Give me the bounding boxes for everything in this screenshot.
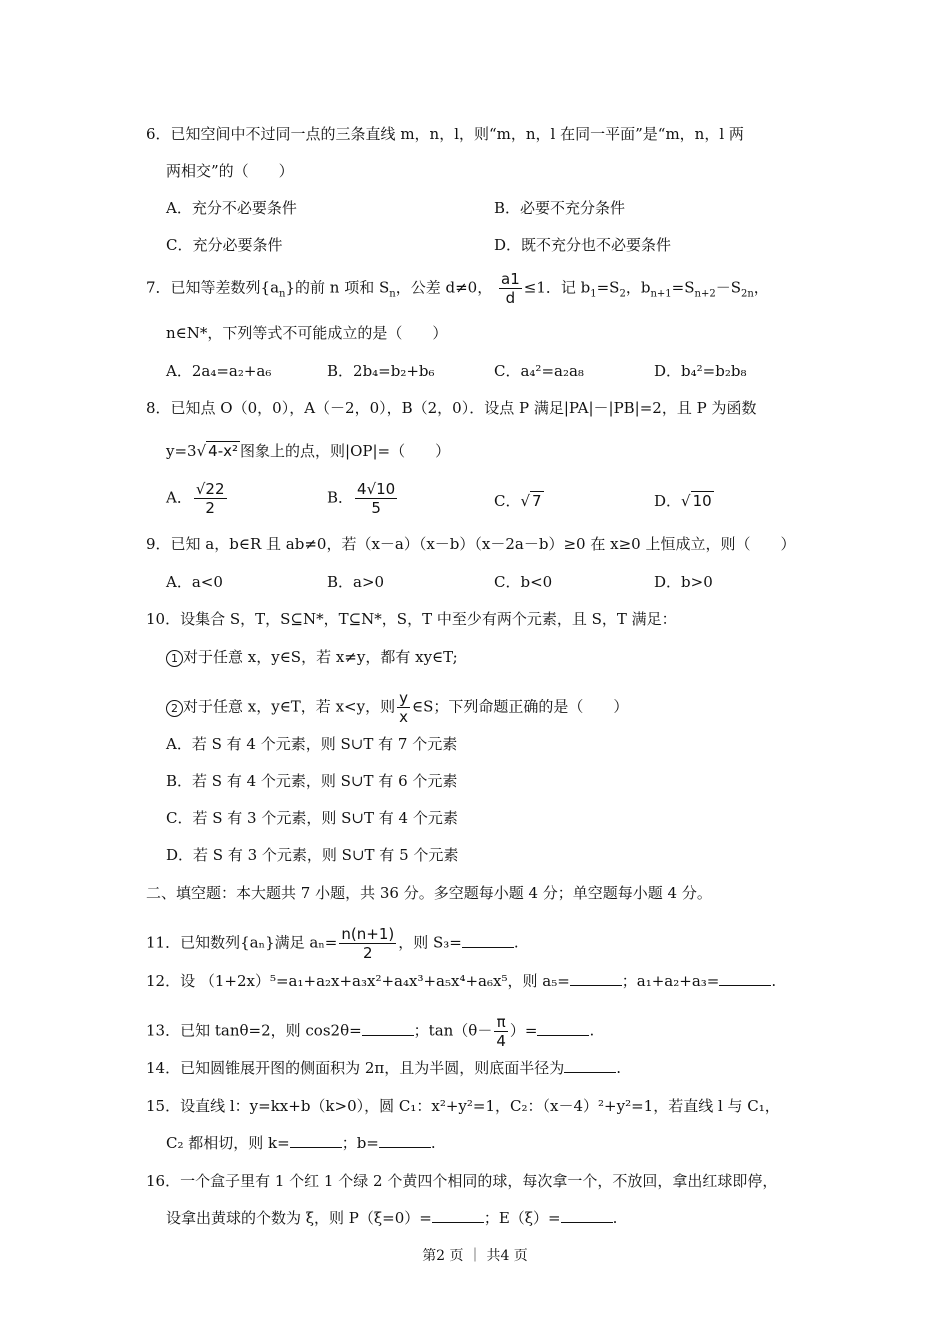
q7-text: =S — [671, 278, 695, 297]
answer-blank[interactable] — [570, 971, 622, 986]
q8-radicand: 4-x² — [208, 442, 239, 460]
answer-blank[interactable] — [290, 1133, 342, 1148]
answer-blank[interactable] — [379, 1133, 431, 1148]
q6-option-d: D．既不充分也不必要条件 — [494, 236, 672, 254]
q9-option-c: C．b<0 — [494, 573, 553, 591]
answer-blank[interactable] — [719, 971, 771, 986]
q7-sub: 1 — [590, 288, 597, 300]
frac-num: 4√10 — [357, 480, 396, 498]
q10-option-a: A．若 S 有 4 个元素，则 S∪T 有 7 个元素 — [166, 735, 458, 753]
q7-text: ，公差 d≠0， — [395, 278, 493, 297]
q7-sub: 2n — [740, 288, 754, 300]
q15-text: . — [430, 1134, 436, 1152]
q16-text: 设拿出黄球的个数为 ξ，则 P（ξ=0）= — [166, 1209, 432, 1227]
q11-text: 11．已知数列{aₙ}满足 aₙ= — [146, 933, 338, 952]
q8-option-label: D． — [654, 492, 682, 510]
q8-line2 — [166, 440, 450, 462]
q10-option-c: C．若 S 有 3 个元素，则 S∪T 有 4 个元素 — [166, 809, 458, 827]
frac-den: 2 — [363, 944, 373, 962]
q8-option-c-sqrt: √ 7 — [520, 492, 542, 510]
q10-option-d: D．若 S 有 3 个元素，则 S∪T 有 5 个元素 — [166, 846, 459, 864]
q13-text: . — [589, 1021, 595, 1040]
q12-text: 12．设 （1+2x）⁵=a₁+a₂x+a₃x²+a₄x³+a₅x⁴+a₆x⁵，则 a₅= — [146, 972, 570, 990]
q7-frac-den: d — [505, 289, 516, 307]
q10-cond1-text: 对于任意 x，y∈S，若 x≠y，都有 xy∈T; — [183, 648, 458, 666]
page-footer: 第2 页 ｜ 共4 页 — [422, 1248, 528, 1264]
answer-blank[interactable] — [432, 1208, 484, 1223]
q6-option-b: B．必要不充分条件 — [494, 199, 626, 217]
q15-text: C₂ 都相切，则 k= — [166, 1134, 290, 1152]
circled-number: 1 — [166, 650, 183, 667]
q8-option-label: C． — [494, 492, 521, 510]
frac-den: 4 — [496, 1032, 506, 1050]
answer-blank[interactable] — [537, 1021, 589, 1036]
q14-text: . — [616, 1059, 622, 1077]
q15-line1: 15．设直线 l：y=kx+b（k>0），圆 C₁：x²+y²=1，C₂：（x－4）²+y²=1，若直线 l 与 C₁， — [146, 1097, 780, 1115]
q7-option-a: A．2a₄=a₂+a₆ — [166, 362, 272, 380]
q10-fraction — [397, 689, 410, 726]
q7-text: ， — [753, 278, 769, 297]
q9-option-a: A．a<0 — [166, 573, 223, 591]
frac-num: y — [399, 689, 408, 707]
q12-text: . — [771, 972, 777, 990]
q13-text: ）= — [509, 1021, 538, 1040]
frac-den: x — [399, 708, 408, 726]
q8-option-c — [494, 490, 544, 512]
answer-blank[interactable] — [561, 1208, 613, 1223]
q16-line2 — [166, 1207, 617, 1229]
q11-fraction — [339, 925, 396, 962]
frac-num: n(n+1) — [341, 925, 395, 943]
circled-number: 2 — [166, 700, 183, 717]
q8-option-a — [166, 480, 229, 517]
q7-text: }的前 n 项和 S — [285, 278, 390, 297]
q8-text: 图象上的点，则|OP|=（ ） — [240, 442, 451, 460]
q7-text: ≤1．记 b — [523, 278, 591, 297]
q14 — [146, 1057, 621, 1079]
q13-text: 13．已知 tanθ=2，则 cos2θ= — [146, 1021, 362, 1040]
section-heading: 二、填空题：本大题共 7 小题，共 36 分。多空题每小题 4 分；单空题每小题 4 分。 — [146, 884, 712, 902]
q13 — [146, 1013, 594, 1050]
frac-num: √22 — [195, 480, 225, 498]
q15-line2 — [166, 1132, 436, 1154]
q7-fraction — [499, 270, 522, 307]
q8-option-d — [654, 490, 714, 512]
q16-text: . — [612, 1209, 618, 1227]
radicand: 10 — [692, 492, 712, 510]
q7-sub: n — [389, 288, 396, 300]
q13-fraction — [494, 1013, 508, 1050]
q8-line1: 8．已知点 O（0，0），A（－2，0），B（2，0）．设点 P 满足|PA|－|PB|=2，且 P 为函数 — [146, 399, 757, 417]
q7-text: ，b — [625, 278, 651, 297]
q11 — [146, 925, 519, 962]
q16-line1: 16．一个盒子里有 1 个红 1 个绿 2 个黄四个相同的球，每次拿一个，不放回，拿出红球即停， — [146, 1172, 778, 1190]
q8-option-b — [327, 480, 399, 517]
q7-text: =S — [596, 278, 620, 297]
q7-frac-num: a1 — [501, 270, 520, 288]
q7-option-d: D．b₄²=b₂b₈ — [654, 362, 747, 380]
q8-option-d-sqrt: √ 10 — [681, 492, 712, 510]
q7-sub: n — [279, 288, 286, 300]
q7-text: －S — [715, 278, 741, 297]
answer-blank[interactable] — [362, 1021, 414, 1036]
q8-option-a-fraction — [194, 480, 227, 517]
q7-line2: n∈N*，下列等式不可能成立的是（ ） — [166, 324, 448, 342]
answer-blank[interactable] — [462, 933, 514, 948]
q14-text: 14．已知圆锥展开图的侧面积为 2π，且为半圆，则底面半径为 — [146, 1059, 565, 1077]
q6-option-c: C．充分必要条件 — [166, 236, 283, 254]
q10-line1: 10．设集合 S，T，S⊆N*，T⊆N*，S，T 中至少有两个元素，且 S，T 满足： — [146, 610, 677, 628]
q7-option-b: B．2b₄=b₂+b₆ — [327, 362, 435, 380]
radicand: 7 — [532, 492, 542, 510]
frac-den: 2 — [205, 499, 215, 517]
q12 — [146, 970, 776, 992]
frac-num: π — [494, 1013, 508, 1032]
q8-text: y=3 — [166, 442, 197, 460]
q10-option-b: B．若 S 有 4 个元素，则 S∪T 有 6 个元素 — [166, 772, 458, 790]
q8-sqrt: √ 4-x² — [196, 442, 239, 460]
q10-cond2-text: ∈S；下列命题正确的是（ ） — [411, 697, 629, 716]
q7-sub: n+1 — [650, 288, 672, 300]
q8-option-label: A． — [166, 488, 192, 507]
answer-blank[interactable] — [564, 1058, 616, 1073]
q7-text: 7．已知等差数列{a — [146, 278, 280, 297]
q11-text: ，则 S₃= — [398, 933, 462, 952]
q9-option-d: D．b>0 — [654, 573, 713, 591]
q8-option-b-fraction — [355, 480, 397, 517]
q6-option-a: A．充分不必要条件 — [166, 199, 297, 217]
q7-sub: n+2 — [694, 288, 716, 300]
q9-option-b: B．a>0 — [327, 573, 385, 591]
q11-text: . — [513, 933, 519, 952]
q16-text: ；E（ξ）= — [483, 1209, 561, 1227]
q12-text: ；a₁+a₂+a₃= — [621, 972, 720, 990]
q8-option-label: B． — [327, 488, 354, 507]
q10-cond2-text: 对于任意 x，y∈T，若 x<y，则 — [183, 697, 396, 716]
q9-line1: 9．已知 a，b∈R 且 ab≠0，若（x－a）（x－b）（x－2a－b）≥0 在 x≥0 上恒成立，则（ ） — [146, 535, 796, 553]
q10-condition-1 — [166, 646, 458, 668]
q7-sub: 2 — [619, 288, 626, 300]
q6-line2: 两相交”的（ ） — [166, 162, 294, 180]
frac-den: 5 — [371, 499, 381, 517]
q7-line1 — [146, 270, 769, 307]
q15-text: ；b= — [341, 1134, 379, 1152]
q13-text: ；tan（θ－ — [413, 1021, 493, 1040]
q6-line1: 6．已知空间中不过同一点的三条直线 m，n，l，则“m，n，l 在同一平面”是“m，n，l 两 — [146, 125, 744, 143]
q7-option-c: C．a₄²=a₂a₈ — [494, 362, 584, 380]
q10-condition-2 — [166, 689, 628, 726]
